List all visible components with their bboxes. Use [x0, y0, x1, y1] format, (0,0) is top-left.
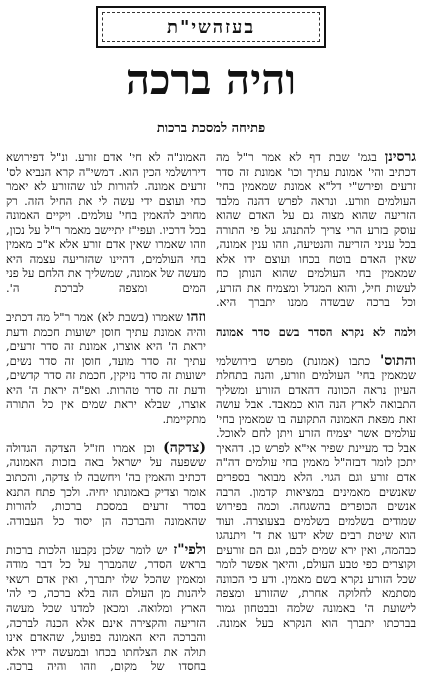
paragraph	[6, 150, 206, 310]
paragraph-lead-word: ולפי"ז	[173, 541, 206, 558]
text-columns	[0, 149, 422, 674]
paragraph-text: האמונ"ה לא חי' אדם זורע. ונ"ל דפירושא דירושלמי הכין הוא. דמשי"ה קרא הנביא לס' זרעים אמונה. להורות לנו שהזורע לא יאמר כחי ועוצם ידי עשה לי את החיל הזה. רק מחויב להאמין בחי' עולמים. ויקיים האמונה בכל דרכיו. ועפי"ז יתיישב מאמר ר"ל על נכון, וזהו שאמרו שאין אדם זורע אלא א"כ מאמין בחי העולמים, דהיינו שהזריעה עצמה היא מעשה של אמונה, שמשליך את הלחם על פני המים ומצפה לברכת ה'.	[6, 150, 206, 295]
paragraph	[216, 325, 416, 354]
paragraph-text: בגמ' שבת דף לא אמר ר"ל מה דכתיב והי' אמונת עתיך וכו' אמונת זה סדר זרעים ופירש"י דל"א אמונת שמאמין בחי' העולמים וזורע. ונראה לפרש דהנה מלבד הזריעה שהוא מצוה גם על האדם שהוא עוסק בזרע הרי צריך להתנהג על פי התורה בכל עניני הזריעה והנטיעה, וזהו ענין אמונה, שאין האדם בוטח בכחו ועוצם ידו אלא שמאמין בחי העולמים שהוא הנותן כח לעשות חיל, והוא המגדל ומצמיח את הזרע, וכל ברכה שבשדה ממנו יתברך היא.	[216, 150, 416, 310]
paragraph	[6, 441, 206, 543]
left-column	[6, 150, 206, 674]
header-label: בעזהשי"ת	[166, 17, 256, 38]
paragraph-text: כתבו (אמונת) מפרש בירושלמי שמאמין בחי' העולמים וזורע, והנה בתחלת העיון נראה הכוונה דהאדם הזורע ומשליך התבואה לארץ הנה הוא כמאבד. אבל עושה זאת מפאת האמונה התקועה בו שמאמין בחי' עולמים אשר יצמיח הזרע ויתן לחם לאוכל. אבל כד מעיינת שפיר אי"א לפרש כן. דהאיך יתכן לומר דבזה"ל מאמין בחי עולמים דה"ה אדם זורע וגם הגוי. הלא מבואר בספרים שאנשים מאמינים במציאות קדמון. הרבה אנשים הכופרים בהשגחה. וכמה בפירוש שמודים בשלמים בשלמים בצעוצרה. ועוד הוא שיטת רבים שלא ידעו את ד' ויתנהגו כבהמה, ואין ירא שמים לבם, וגם הם זורעים וקוצרים כפי טבע העולם, והיאך אפשר לומר שכל הזורע נקרא בשם מאמין. ודע כי הכוונה מסתמא לחלוקה אחרת, שהזורע ומצפה לישועת ה' באמונה שלמה ובבטחון גמור בברכתו יתברך הוא הנקרא בעל אמונה.	[216, 353, 416, 630]
paragraph-text: שאמרו (בשבת לא) אמר ר"ל מה דכתיב והיה אמונת עתיך חוסן ישועות חכמת ודעת יראת ה' היא אוצרו, אמונת זה סדר זרעים, עתיך זה סדר מועד, חוסן זה סדר נשים, ישועות זה סדר נזיקין, חכמת זה סדר קדשים, ודעת זה סדר טהרות. ואפ"ה יראת ה' היא אוצרו, שבלא יראת שמים אין כל התורה מתקיימת.	[6, 310, 206, 426]
paragraph-text: יש לומר שלכן נקבעו הלכות ברכות בראש הסדר, שהמברך על כל דבר מודה ומאמין שהכל שלו יתברך, ואין אדם רשאי ליהנות מן העולם הזה בלא ברכה, כי לה' הארץ ומלואה. ומכאן למדנו שכל מעשה הזריעה והקצירה אינם אלא הכנה לברכה, והברכה היא האמונה בפועל, שהאדם אינו תולה את הצלחתו בכחו ובמעשה ידיו אלא בחסדו של מקום, וזהו והיה ברכה.	[6, 542, 206, 674]
paragraph-lead-word: וזהו	[186, 309, 206, 326]
paragraph-lead-word: גרסינן	[384, 149, 416, 165]
paragraph-text: ולמה לא נקרא הסדר בשם סדר אמונה	[216, 324, 416, 339]
paragraph-lead-word: והתוס'	[379, 352, 416, 369]
paragraph-lead-word: (צדקה)	[163, 439, 206, 456]
page-subtitle: פתיחה למסכת ברכות	[156, 121, 266, 136]
page-title: והיה ברכה	[125, 55, 297, 104]
paragraph	[6, 543, 206, 688]
right-column	[216, 149, 416, 630]
paragraph	[6, 310, 206, 441]
paragraph	[216, 354, 416, 645]
header-frame	[96, 6, 326, 48]
paragraph-text: וכן אמרו חז"ל הצדקה הגדולה ששפעה על ישראל באה בזכות האמונה, דכתיב והאמין בה' ויחשבה לו צדקה, והכתוב אומר וצדיק באמונתו יחיה. ולכך פתח התנא בסדר זרעים במסכת ברכות, להורות שהאמונה והברכה הן יסוד כל העבודה.	[6, 440, 206, 528]
paragraph	[216, 150, 416, 325]
